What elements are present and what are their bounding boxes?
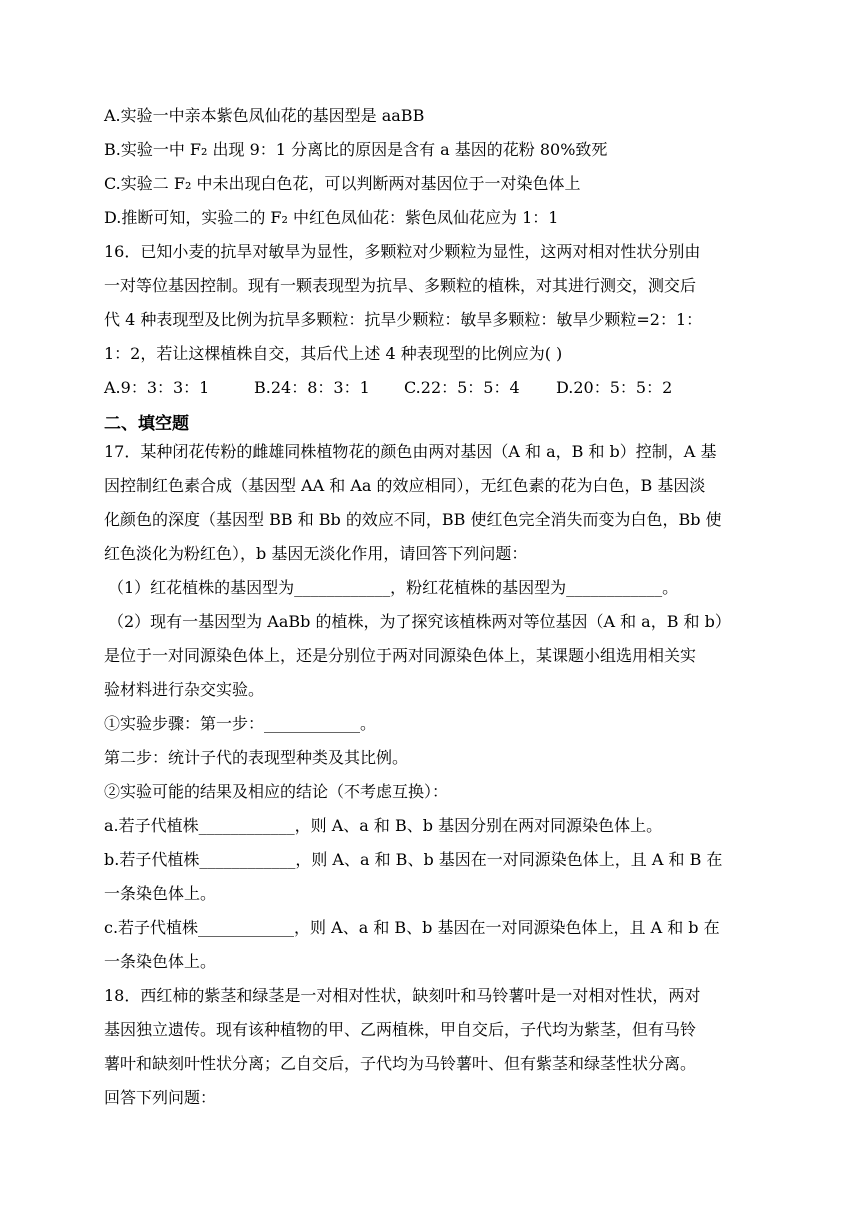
option-16-b: B.24：8：3：1 (254, 378, 370, 397)
experiment-step-2: 第二步：统计子代的表现型种类及其比例。 (104, 748, 409, 767)
option-a-line: A.实验一中亲本紫色凤仙花的基因型是 aaBB (104, 106, 425, 125)
result-b-line-1: b.若子代植株____________，则 A、a 和 B、b 基因在一对同源染色体上，且 A 和 B 在 (104, 850, 723, 869)
question-18-line-3: 薯叶和缺刻叶性状分离；乙自交后，子代均为马铃薯叶、但有紫茎和绿茎性状分离。 (104, 1054, 697, 1073)
question-17-line-2: 因控制红色素合成（基因型 AA 和 Aa 的效应相同），无红色素的花为白色，B 基因淡 (104, 476, 706, 495)
question-17-part-2-line-3: 验材料进行杂交实验。 (104, 680, 265, 699)
question-17-line-1: 17．某种闭花传粉的雌雄同株植物花的颜色由两对基因（A 和 a，B 和 b）控制，A 基 (104, 442, 717, 461)
question-16-line-2: 一对等位基因控制。现有一颗表现型为抗旱、多颗粒的植株，对其进行测交，测交后 (104, 276, 697, 295)
result-c-line-2: 一条染色体上。 (104, 952, 217, 971)
question-17-part-2-line-2: 是位于一对同源染色体上，还是分别位于两对同源染色体上，某课题小组选用相关实 (104, 646, 697, 665)
option-16-c: C.22：5：5：4 (404, 378, 520, 397)
result-c-line-1: c.若子代植株____________，则 A、a 和 B、b 基因在一对同源染色体上，且 A 和 b 在 (104, 918, 720, 937)
question-16-options (104, 378, 672, 398)
question-17-part-1: （1）红花植株的基因型为____________，粉红花植株的基因型为____________。 (108, 578, 679, 597)
question-18-line-2: 基因独立遗传。现有该种植物的甲、乙两植株，甲自交后，子代均为紫茎，但有马铃 (104, 1020, 697, 1039)
question-16-line-4: 1：2，若让这棵植株自交，其后代上述 4 种表现型的比例应为( ) (104, 344, 563, 363)
question-17-line-4: 红色淡化为粉红色），b 基因无淡化作用，请回答下列问题： (104, 544, 528, 563)
experiment-step-1: ①实验步骤：第一步：____________。 (104, 714, 377, 733)
experiment-results-heading: ②实验可能的结果及相应的结论（不考虑互换）： (104, 782, 449, 801)
result-b-line-2: 一条染色体上。 (104, 884, 217, 903)
question-17-line-3: 化颜色的深度（基因型 BB 和 Bb 的效应不同，BB 使红色完全消失而变为白色，Bb 使 (104, 510, 722, 529)
option-d-line: D.推断可知，实验二的 F₂ 中红色凤仙花：紫色凤仙花应为 1：1 (104, 208, 559, 227)
question-18-line-4: 回答下列问题： (104, 1088, 217, 1107)
question-18-line-1: 18．西红柿的紫茎和绿茎是一对相对性状，缺刻叶和马铃薯叶是一对相对性状，两对 (104, 986, 701, 1005)
question-16-line-1: 16．已知小麦的抗旱对敏旱为显性，多颗粒对少颗粒为显性，这两对相对性状分别由 (104, 242, 701, 261)
option-16-d: D.20：5：5：2 (556, 378, 673, 397)
option-16-a: A.9：3：3：1 (104, 378, 210, 397)
question-16-line-3: 代 4 种表现型及比例为抗旱多颗粒：抗旱少颗粒：敏旱多颗粒：敏旱少颗粒=2：1： (104, 310, 703, 329)
question-17-part-2-line-1: （2）现有一基因型为 AaBb 的植株，为了探究该植株两对等位基因（A 和 a，B 和 b） (108, 612, 731, 631)
result-a: a.若子代植株____________，则 A、a 和 B、b 基因分别在两对同源染色体上。 (104, 816, 663, 835)
option-c-line: C.实验二 F₂ 中未出现白色花，可以判断两对基因位于一对染色体上 (104, 174, 581, 193)
option-b-line: B.实验一中 F₂ 出现 9：1 分离比的原因是含有 a 基因的花粉 80%致死 (104, 140, 608, 159)
section-title: 二、填空题 (104, 414, 189, 434)
